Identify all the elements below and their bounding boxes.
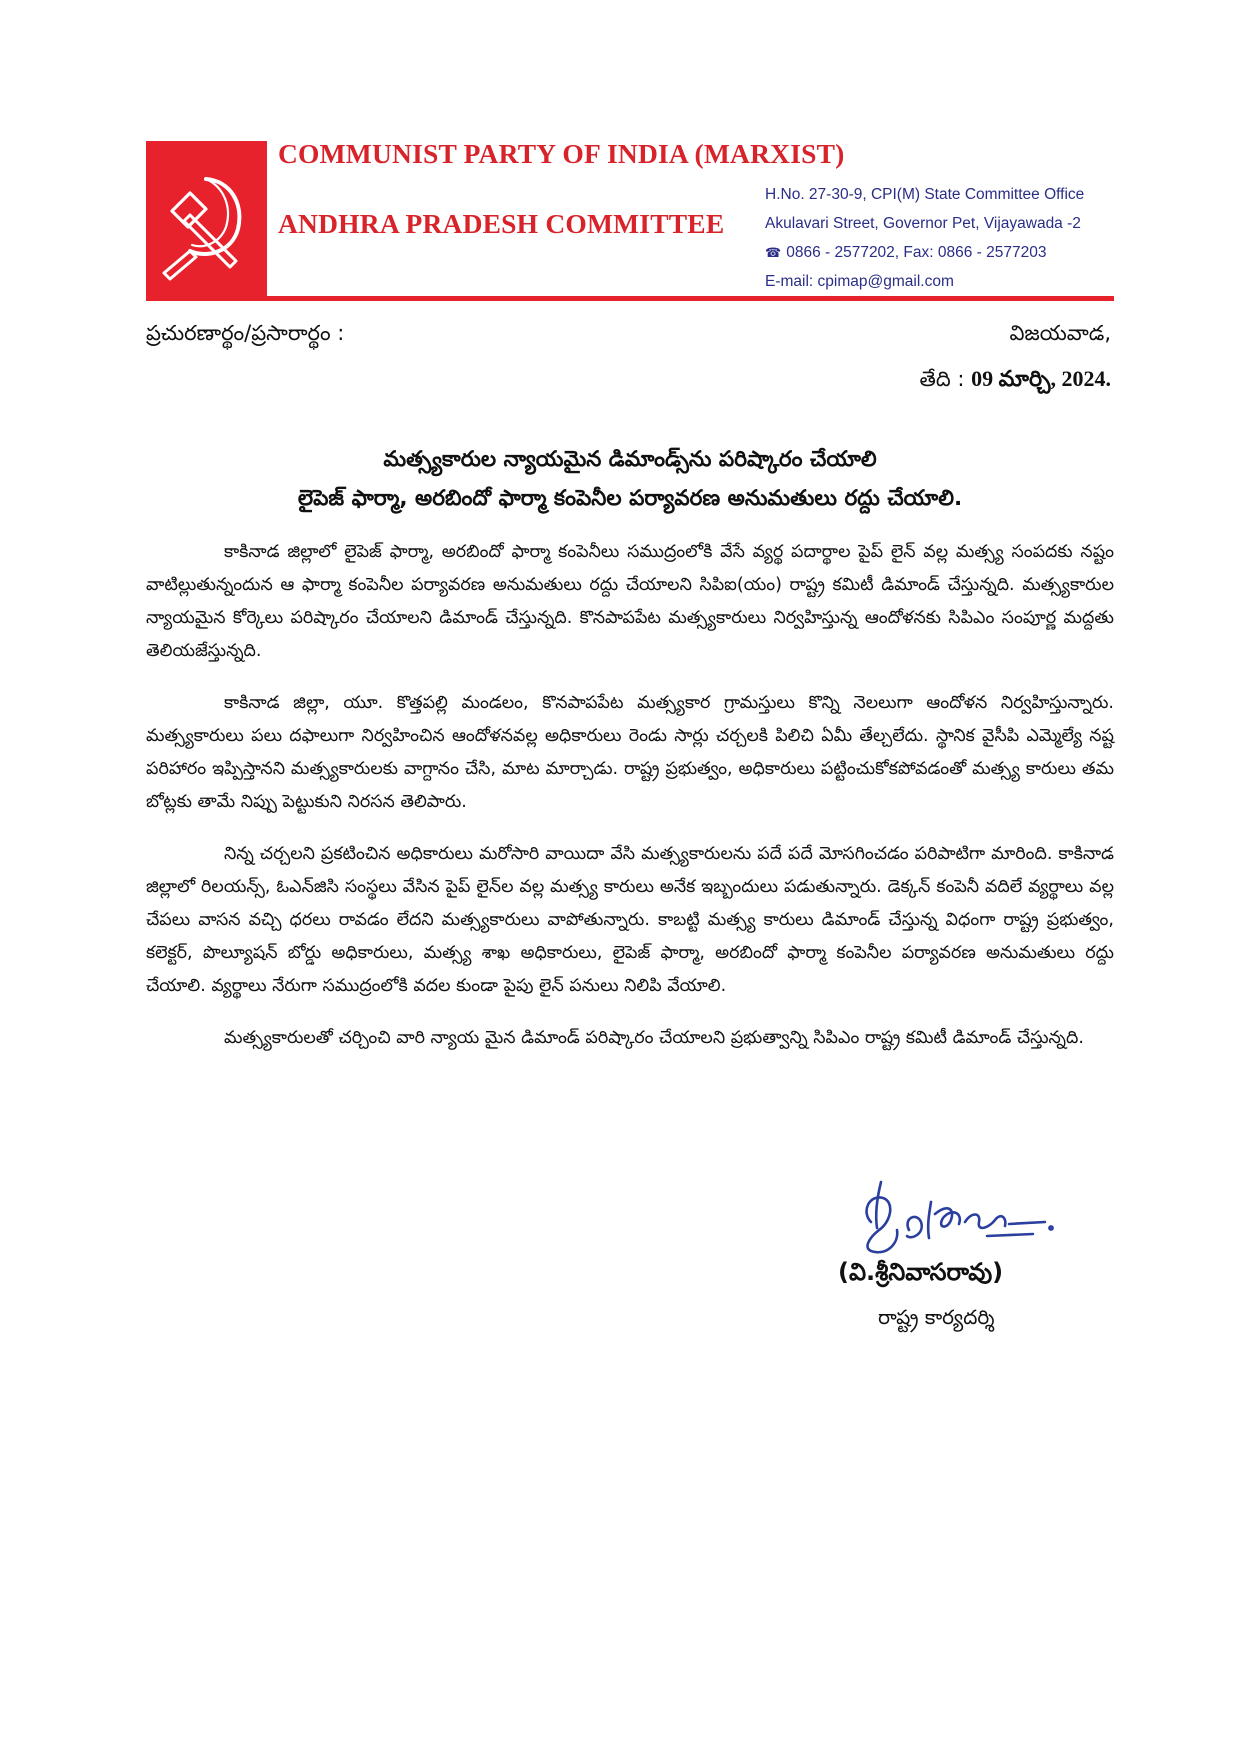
phone-text: 0866 - 2577202, Fax: 0866 - 2577203 bbox=[786, 244, 1047, 261]
body-text bbox=[146, 536, 1114, 1074]
release-label: ప్రచురణార్థం/ప్రసారార్థం : bbox=[146, 321, 345, 345]
address-line-2: Akulavari Street, Governor Pet, Vijayawada -2 bbox=[765, 215, 1081, 232]
hammer-sickle-icon bbox=[146, 141, 267, 301]
date-value: 09 మార్చి, 2024. bbox=[971, 366, 1111, 391]
city-label: విజయవాడ, bbox=[1009, 321, 1111, 345]
phone-line bbox=[765, 238, 1084, 267]
org-name: COMMUNIST PARTY OF INDIA (MARXIST) bbox=[278, 138, 845, 169]
body-paragraph: కాకినాడ జిల్లా, యూ. కొత్తపల్లి మండలం, కొనపాపపేట మత్స్యకార గ్రామస్తులు కొన్ని నెలలుగా ఆందోళన నిర్వహిస్తున్నారు. మత్స్యకారులు పలు దఫాలుగా నిర్వహించిన ఆందోళనవల్ల అధికారులు రెండు సార్లు చర్చలకి పిలిచి ఏమీ తేల్చలేదు. స్థానిక వైసీపి ఎమ్మెల్యే నష్ట పరిహారం ఇప్పిస్తానని మత్స్యకారులకు వాగ్దానం చేసి, మాట మార్చాడు. రాష్ట్ర ప్రభుత్వం, అధికారులు పట్టించుకోకపోవడంతో మత్స్య కారులు తమ బోట్లకు తామే నిప్పు పెట్టుకుని నిరసన తెలిపారు. bbox=[146, 693, 1114, 812]
headline bbox=[146, 440, 1114, 518]
signature bbox=[855, 1178, 1060, 1262]
party-logo bbox=[146, 141, 267, 301]
telephone-icon: ☎ bbox=[765, 245, 782, 260]
address-line-1: H.No. 27-30-9, CPI(M) State Committee Office bbox=[765, 186, 1085, 203]
headline-line-2: లైపెజ్ ఫార్మా, అరబిందో ఫార్మా కంపెనీల పర్యావరణ అనుమతులు రద్దు చేయాలి. bbox=[297, 486, 963, 511]
email-line: E-mail: cpimap@gmail.com bbox=[765, 273, 954, 290]
date-label: తేది : bbox=[919, 367, 965, 391]
committee-name: ANDHRA PRADESH COMMITTEE bbox=[278, 208, 725, 239]
address-block bbox=[765, 180, 1084, 296]
body-paragraph: మత్స్యకారులతో చర్చించి వారి న్యాయ మైన డిమాండ్ పరిష్కారం చేయాలని ప్రభుత్వాన్ని సిపిఎం రాష్ట్ర కమిటీ డిమాండ్ చేస్తున్నది. bbox=[224, 1028, 1084, 1048]
body-paragraph: కాకినాడ జిల్లాలో లైపెజ్ ఫార్మా, అరబిందో ఫార్మా కంపెనీలు సముద్రంలోకి వేసే వ్యర్థ పదార్థాల పైప్ లైన్ వల్ల మత్స్య సంపదకు నష్టం వాటిల్లుతున్నందున ఆ ఫార్మా కంపెనీల పర్యావరణ అనుమతులు రద్దు చేయాలని సిపిఐ(యం) రాష్ట్ర కమిటీ డిమాండ్ చేస్తున్నది. మత్స్యకారుల న్యాయమైన కోర్కెలు పరిష్కారం చేయాలని డిమాండ్ చేస్తున్నది. కొనపాపపేట మత్స్యకారులు నిర్వహిస్తున్న ఆందోళనకు సిపిఎం సంపూర్ణ మద్దతు తెలియజేస్తున్నది. bbox=[146, 542, 1114, 661]
date-line bbox=[920, 366, 1112, 397]
letterhead-divider bbox=[146, 296, 1114, 301]
headline-line-1: మత్స్యకారుల న్యాయమైన డిమాండ్స్‌ను పరిష్కారం చేయాలి bbox=[383, 447, 877, 472]
body-paragraph: నిన్న చర్చలని ప్రకటించిన అధికారులు మరోసారి వాయిదా వేసి మత్స్యకారులను పదే పదే మోసగించడం పరిపాటిగా మారింది. కాకినాడ జిల్లాలో రిలయన్స్, ఓఎన్‌జిసి సంస్థలు వేసిన పైప్ లైన్‌ల వల్ల మత్స్య కారులు అనేక ఇబ్బందులు పడుతున్నారు. డెక్కన్ కంపెనీ వదిలే వ్యర్థాలు వల్ల చేపలు వాసన వచ్చి ధరలు రావడం లేదని మత్స్యకారులు వాపోతున్నారు. కాబట్టి మత్స్య కారులు డిమాండ్ చేస్తున్న విధంగా రాష్ట్ర ప్రభుత్వం, కలెక్టర్, పొల్యూషన్ బోర్డు అధికారులు, మత్స్య శాఖ అధికారులు, లైపెజ్ ఫార్మా, అరబిందో ఫార్మా కంపెనీల పర్యావరణ అనుమతులు రద్దు చేయాలి. వ్యర్థాలు నేరుగా సముద్రంలోకి వదల కుండా పైపు లైన్ పనులు నిలిపి వేయాలి. bbox=[146, 844, 1114, 996]
handwritten-signature-icon bbox=[855, 1178, 1060, 1258]
signatory-name: (వి.శ్రీనివాసరావు) bbox=[838, 1258, 1004, 1286]
signatory-role: రాష్ట్ర కార్యదర్శి bbox=[878, 1305, 995, 1329]
